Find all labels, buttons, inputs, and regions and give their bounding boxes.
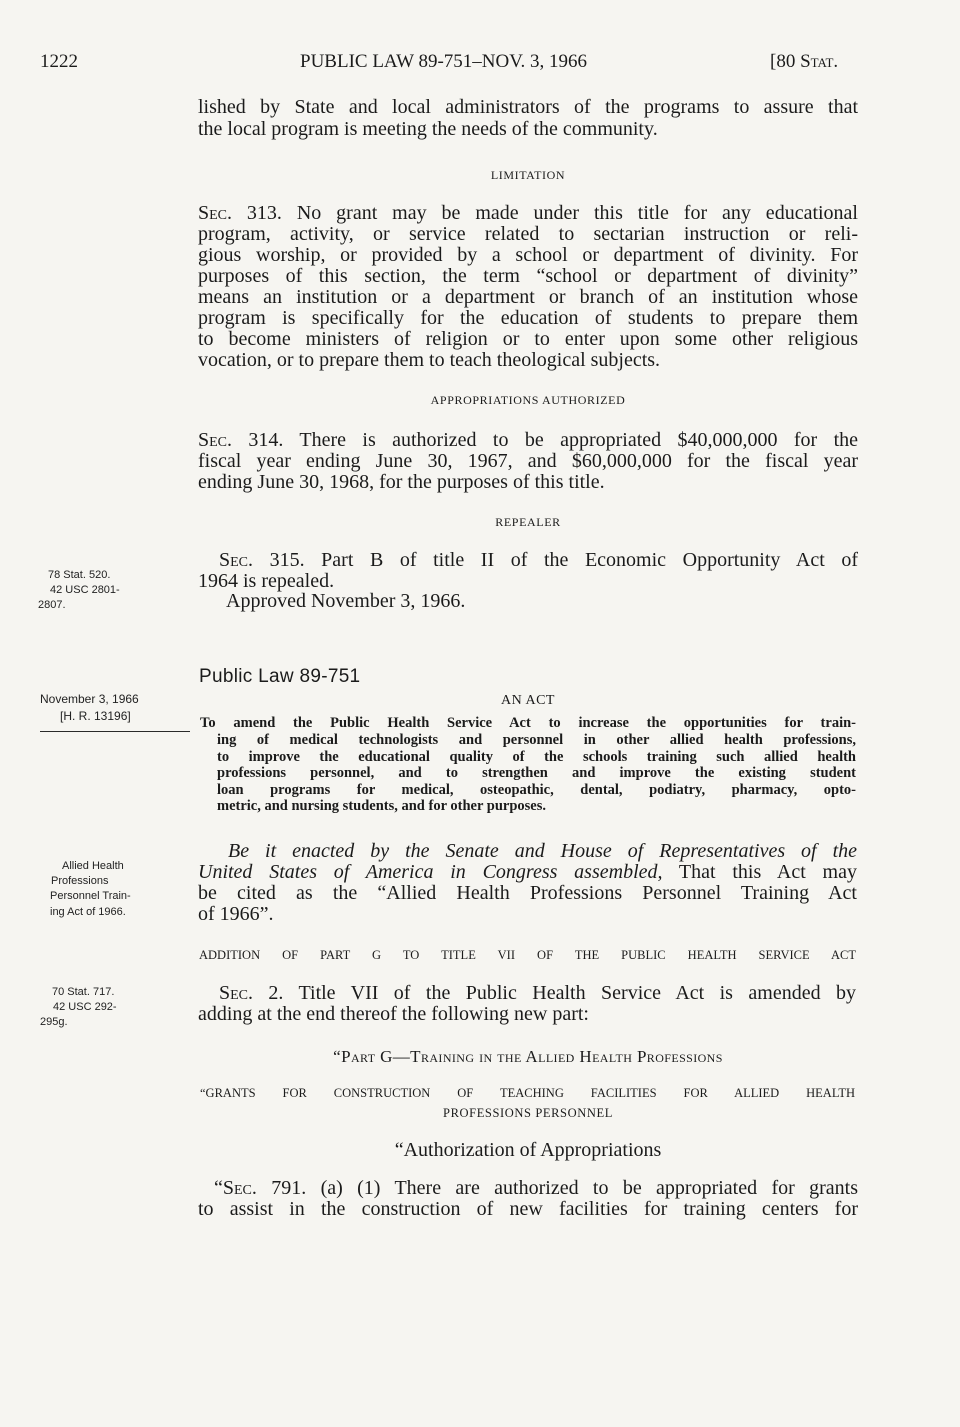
margin-rule xyxy=(40,731,190,732)
margin-note: 295g. xyxy=(40,1016,68,1028)
act-purpose-line: loan programs for medical, osteopathic, dental, podiatry, pharmacy, opto- xyxy=(217,782,856,798)
body-line: to assist in the construction of new facilities for training centers for xyxy=(198,1199,858,1220)
margin-note: 2807. xyxy=(38,599,66,611)
body-line: program is specifically for the education of students to prepare them xyxy=(198,308,858,329)
margin-note: 78 Stat. 520. xyxy=(48,569,111,581)
bill-number: [H. R. 13196] xyxy=(60,709,131,723)
body-line: purposes of this section, the term “school or department of divinity” xyxy=(198,266,858,287)
section-heading: LIMITATION xyxy=(490,168,566,182)
body-line: ending June 30, 1968, for the purposes of this title. xyxy=(198,471,605,493)
act-purpose-line: professions personnel, and to strengthen and improve the existing student xyxy=(217,765,856,781)
enacting-clause-line xyxy=(198,862,857,883)
running-title: PUBLIC LAW 89-751–NOV. 3, 1966 xyxy=(300,51,588,72)
section-label: Sec. 314. xyxy=(198,430,284,451)
part-title: “Part G—Training in the Allied Health Professions xyxy=(333,1047,723,1066)
body-line: gious worship, or provided by a school or department of divinity. For xyxy=(198,245,858,266)
section-text: (a) (1) There are authorized to be appropriated for grants xyxy=(306,1178,858,1199)
section-text: There is authorized to be appropriated $40,000,000 for the xyxy=(283,430,858,451)
body-line: vocation, or to prepare them to teach theological subjects. xyxy=(198,349,661,371)
enacting-clause-text: That this Act may xyxy=(662,862,857,883)
act-purpose-line: To amend the Public Health Service Act to increase the opportunities for train- xyxy=(200,715,856,731)
section-label: “Sec. 791. xyxy=(214,1178,307,1199)
body-line: fiscal year ending June 30, 1967, and $60,000,000 for the fiscal year xyxy=(198,451,858,472)
act-heading: AN ACT xyxy=(501,693,555,708)
body-line: lished by State and local administrators of the programs to assure that xyxy=(198,97,858,118)
margin-note: Personnel Train- xyxy=(50,890,131,902)
subpart-heading: PROFESSIONS PERSONNEL xyxy=(443,1106,613,1120)
margin-note: Allied Health xyxy=(62,860,124,872)
body-line: program, activity, or service related to sectarian instruction or reli- xyxy=(198,224,858,245)
volume-reference: [80 Stat. xyxy=(770,51,839,72)
section-heading: ADDITION OF PART G TO TITLE VII OF THE PUBLIC HEALTH SERVICE ACT xyxy=(199,948,856,962)
section-first-line xyxy=(214,1178,858,1199)
act-purpose-line: ing of medical technologists and personnel in other allied health professions, xyxy=(217,732,856,748)
section-heading: APPROPRIATIONS AUTHORIZED xyxy=(430,393,626,407)
margin-note: Professions xyxy=(51,875,109,887)
subheading: “Authorization of Appropriations xyxy=(394,1139,662,1161)
act-purpose-line: to improve the educational quality of the schools training such allied health xyxy=(217,749,856,765)
section-first-line xyxy=(219,550,858,571)
enacting-clause-line: Be it enacted by the Senate and House of Representatives of the xyxy=(228,841,857,862)
margin-note: 70 Stat. 717. xyxy=(52,986,115,998)
public-law-number: Public Law 89-751 xyxy=(199,666,361,687)
section-first-line xyxy=(198,203,858,224)
body-line: adding at the end thereof the following new part: xyxy=(198,1003,589,1025)
section-text: No grant may be made under this title for any educational xyxy=(281,203,858,224)
section-text: Title VII of the Public Health Service Act is amended by xyxy=(283,983,856,1004)
section-first-line xyxy=(219,983,856,1004)
section-label: Sec. 313. xyxy=(198,203,282,224)
section-text: Part B of title II of the Economic Opportunity Act of xyxy=(304,550,858,571)
bill-date: November 3, 1966 xyxy=(40,692,139,706)
section-label: Sec. 315. xyxy=(219,550,305,571)
body-line: means an institution or a department or branch of an institution whose xyxy=(198,287,858,308)
body-line: be cited as the “Allied Health Professions Personnel Training Act xyxy=(198,883,857,904)
section-first-line xyxy=(198,430,858,451)
act-purpose-line: metric, and nursing students, and for other purposes. xyxy=(217,798,546,814)
approval-line: Approved November 3, 1966. xyxy=(226,590,466,612)
page-number: 1222 xyxy=(40,51,78,72)
body-line: of 1966”. xyxy=(198,903,274,925)
section-heading: REPEALER xyxy=(495,515,561,529)
margin-note: 42 USC 292- xyxy=(53,1001,117,1013)
subpart-heading: “GRANTS FOR CONSTRUCTION OF TEACHING FACILITIES FOR ALLIED HEALTH xyxy=(200,1086,855,1100)
body-line: the local program is meeting the needs of the community. xyxy=(198,118,658,140)
body-line: 1964 is repealed. xyxy=(198,570,335,592)
enacting-clause-italic: United States of America in Congress assembled, xyxy=(198,862,663,883)
body-line: to become ministers of religion or to enter upon some other religious xyxy=(198,329,858,350)
margin-note: ing Act of 1966. xyxy=(50,906,126,918)
margin-note: 42 USC 2801- xyxy=(50,584,120,596)
section-label: Sec. 2. xyxy=(219,983,284,1004)
